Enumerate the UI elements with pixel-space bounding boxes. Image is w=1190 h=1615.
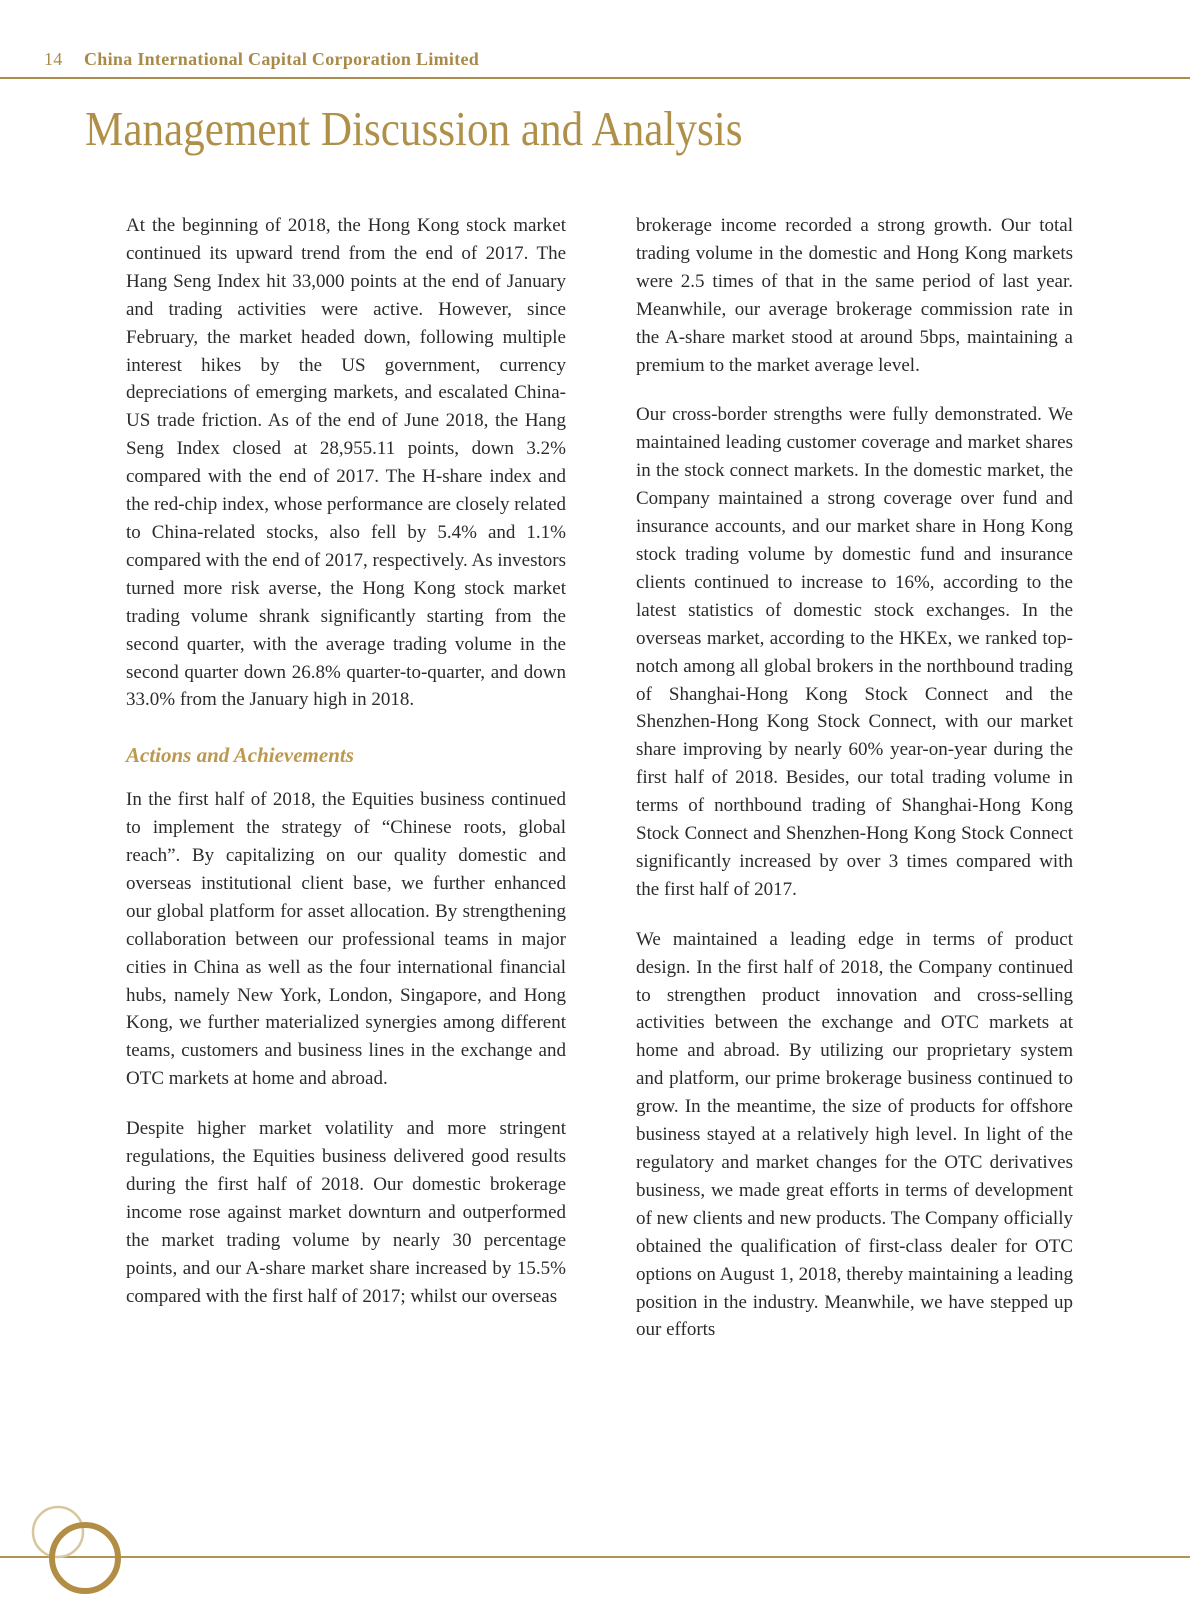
section-subheading: Actions and Achievements <box>126 743 354 768</box>
company-name: China International Capital Corporation Limited <box>84 49 480 69</box>
paragraph-brokerage-results: Despite higher market volatility and more stringent regulations, the Equities business delivered good results during the first half of 2018. Our domestic brokerage income rose against market downturn and outperformed the market trading volume by nearly 30 percentage points, and our A-share market share increased by 15.5% compared with the first half of 2017; whilst our overseas <box>126 1118 566 1307</box>
right-column <box>636 212 1073 1344</box>
paragraph-overseas-brokerage: brokerage income recorded a strong growth. Our total trading volume in the domestic and Hong Kong markets were 2.5 times of that in the same period of last year. Meanwhile, our average brokerage commission rate in the A-share market stood at around 5bps, maintaining a premium to the market average level. <box>636 215 1073 376</box>
header-rule <box>0 77 1190 79</box>
footer-rule <box>0 1556 1190 1558</box>
page-header <box>0 0 1190 80</box>
paragraph-equities-strategy: In the first half of 2018, the Equities business continued to implement the strategy of “Chinese roots, global reach”. By capitalizing on our quality domestic and overseas institutional client base, we further enhanced our global platform for asset allocation. By strengthening collaboration between our professional teams in major cities in China as well as the four international financial hubs, namely New York, London, Singapore, and Hong Kong, we further materialized synergies among different teams, customers and business lines in the exchange and OTC markets at home and abroad. <box>126 789 566 1090</box>
paragraph-market-overview: At the beginning of 2018, the Hong Kong stock market continued its upward trend from the end of 2017. The Hang Seng Index hit 33,000 points at the end of January and trading activities were active. However, since February, the market headed down, following multiple interest hikes by the US government, currency depreciations of emerging markets, and escalated China-US trade friction. As of the end of June 2018, the Hang Seng Index closed at 28,955.11 points, down 3.2% compared with the end of 2017. The H-share index and the red-chip index, whose performance are closely related to China-related stocks, also fell by 5.4% and 1.1% compared with the end of 2017, respectively. As investors turned more risk averse, the Hong Kong stock market trading volume shrank significantly starting from the second quarter, with the average trading volume in the second quarter down 26.8% quarter-to-quarter, and down 33.0% from the January high in 2018. <box>126 215 566 711</box>
left-column <box>126 212 566 1311</box>
overlapping-circles-icon <box>0 1495 140 1605</box>
page-title: Management Discussion and Analysis <box>85 101 743 156</box>
paragraph-cross-border: Our cross-border strengths were fully demonstrated. We maintained leading customer coverage and market shares in the stock connect markets. In the domestic market, the Company maintained a strong coverage over fund and insurance accounts, and our market share in Hong Kong stock trading volume by domestic fund and insurance clients continued to increase to 16%, according to the latest statistics of domestic stock exchanges. In the overseas market, according to the HKEx, we ranked top-notch among all global brokers in the northbound trading of Shanghai-Hong Kong Stock Connect and the Shenzhen-Hong Kong Stock Connect, with our market share improving by nearly 60% year-on-year during the first half of 2018. Besides, our total trading volume in terms of northbound trading of Shanghai-Hong Kong Stock Connect and Shenzhen-Hong Kong Stock Connect significantly increased by over 3 times compared with the first half of 2017. <box>636 404 1073 900</box>
paragraph-product-design: We maintained a leading edge in terms of product design. In the first half of 2018, the Company continued to strengthen product innovation and cross-selling activities between the exchange and OTC markets at home and abroad. By utilizing our proprietary system and platform, our prime brokerage business continued to grow. In the meantime, the size of products for offshore business stayed at a relatively high level. In light of the regulatory and market changes for the OTC derivatives business, we made great efforts in terms of development of new clients and new products. The Company officially obtained the qualification of first-class dealer for OTC options on August 1, 2018, thereby maintaining a leading position in the industry. Meanwhile, we have stepped up our efforts <box>636 928 1073 1341</box>
page-number: 14 <box>44 49 63 69</box>
